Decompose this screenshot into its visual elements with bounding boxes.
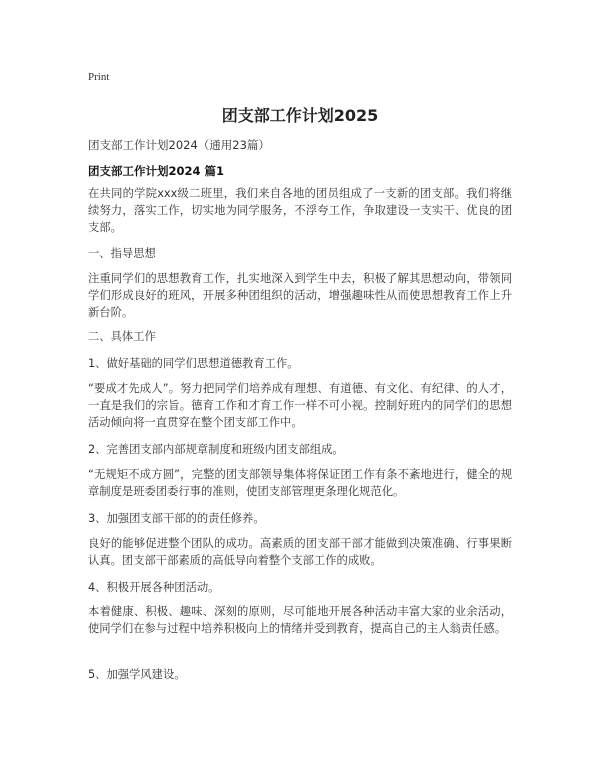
list-item-3: 3、加强团支部干部的的责任修养。: [88, 512, 265, 525]
paragraph-item-2: “无规矩不成方圆”，完整的团支部领导集体将保证团工作有条不紊地进行，健全的规章制度是班委团委行事的准则，使团支部管理更条理化规范化。: [88, 468, 512, 498]
paragraph-item-3: 良好的能够促进整个团队的成功。高素质的团支部干部才能做到决策准确、行事果断认真。团支部干部素质的高低导向着整个支部工作的成败。: [88, 537, 512, 567]
print-label: Print: [88, 71, 110, 83]
section-heading: 团支部工作计划2024 篇1: [88, 164, 225, 178]
paragraph-item-1: “要成才先成人”。努力把同学们培养成有理想、有道德、有文化、有纪律、的人才，一直是我们的宗旨。德育工作和才育工作一样不可小视。控制好班内的同学们的思想活动倾向将一直贯穿在整个团支部工作中。: [88, 382, 512, 429]
list-item-1: 1、做好基础的同学们思想道德教育工作。: [88, 357, 299, 370]
heading-guiding-ideology: 一、指导思想: [88, 247, 156, 260]
list-item-5: 5、加强学风建设。: [88, 668, 186, 681]
heading-specific-work: 二、具体工作: [88, 330, 156, 343]
paragraph-item-4: 本着健康、积极、趣味、深刻的原则，尽可能地开展各种活动丰富大家的业余活动，使同学们在参与过程中培养积极向上的情绪并受到教育，提高自己的主人翁责任感。: [88, 605, 512, 635]
paragraph-guiding-ideology: 注重同学们的思想教育工作，扎实地深入到学生中去，积极了解其思想动向，带领同学们形成良好的班风，开展多种团组织的活动，增强趣味性从而使思想教育工作上升新台阶。: [88, 272, 512, 319]
list-item-4: 4、积极开展各种团活动。: [88, 581, 220, 594]
list-item-2: 2、完善团支部内部规章制度和班级内团支部组成。: [88, 443, 344, 456]
page-title: 团支部工作计划2025: [221, 106, 379, 125]
intro-paragraph: 在共同的学院xxx级二班里，我们来自各地的团员组成了一支新的团支部。我们将继续努力，落实工作，切实地为同学服务，不浮夸工作，争取建设一支实干、优良的团支部。: [88, 187, 512, 234]
document-subtitle: 团支部工作计划2024（通用23篇）: [88, 138, 270, 152]
